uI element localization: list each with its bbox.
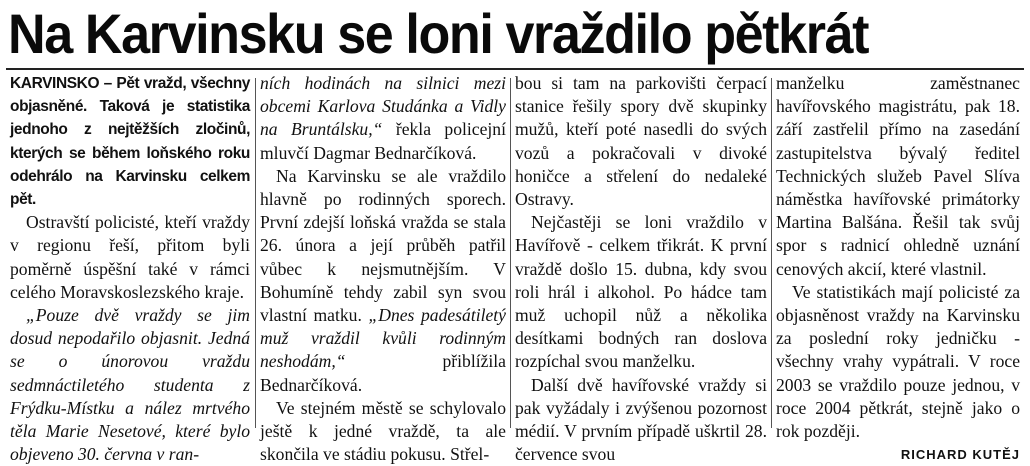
column-divider <box>771 78 772 428</box>
body-text: Na Karvinsku se ale vraždilo hlavně po rodinných sporech. První zdejší loňská vražda se stala 26. února a její průběh patřil vůbec k nejsmutnějším. V Bohumíně tehdy zabil syn svou vlastní matku. <box>260 165 506 326</box>
quote-text: „Dnes padesátiletý muž vraždil kvůli rodinným neshodám,“ <box>260 305 506 372</box>
quote-paragraph: „Pouze dvě vraždy se jim dosud nepodařilo objasnit. Jedná se o únorovou vraždu sedmnáctiletého studenta z Frýdku-Místku a nález mrtvého těla Marie Nesetové, které bylo objeveno 30. června v ran- <box>10 305 250 465</box>
body-text: přiblížila Bednarčíková. <box>260 351 506 395</box>
article-column-2 <box>260 72 506 465</box>
headline-rule <box>6 68 1024 70</box>
body-paragraph: Ve statistikách mají policisté za objasněnost vraždy na Karvinsku za poslední roky jedničku - všechny vrahy vypátrali. V roce 2003 se vraždilo pouze jednou, v roce 2004 pětkrát, stejně jako o rok později. <box>776 281 1020 442</box>
body-paragraph: Ostravští policisté, kteří vraždy v regionu řeší, přitom byli poměrně úspěšní také v rámci celého Moravskoslezského kraje. <box>10 212 250 302</box>
body-paragraph: Ve stejném městě se schylovalo ještě k jedné vraždě, ta ale skončila ve stádiu pokusu. Střel- <box>260 397 506 465</box>
body-paragraph <box>260 72 506 165</box>
article-column-4 <box>776 72 1020 463</box>
lead-paragraph: KARVINSKO – Pět vražd, všechny objasněné. Taková je statistika jednoho z nejtěžších zločinů, kterých se během loňského roku odehrálo na Karvinsku celkem pět. <box>10 75 250 209</box>
column-divider <box>255 78 256 428</box>
body-paragraph <box>260 165 506 397</box>
article-column-1 <box>10 72 250 465</box>
quote-text: ních hodinách na silnici mezi obcemi Karlova Studánka a Vidly na Bruntálsku,“ <box>260 73 506 140</box>
body-paragraph: manželku zaměstnanec havířovského magistrátu, pak 18. září zastřelil přímo na zasedání zastupitelstva bývalý ředitel Technických služeb Pavel Slíva náměstka havířovské primátorky Martina Balšána. Řešil tak svůj spor s radnicí ohledně uznání cenových akcií, které vlastnil. <box>776 73 1020 279</box>
headline: Na Karvinsku se loni vraždilo pětkrát <box>8 2 869 65</box>
body-paragraph: Další dvě havířovské vraždy si pak vyžádaly i zvýšenou pozornost médií. V prvním případě uškrtil 28. července svou <box>515 374 767 465</box>
article-column-3 <box>515 72 767 465</box>
body-text: řekla policejní mluvčí Dagmar Bednarčíková. <box>260 119 506 163</box>
byline: RICHARD KUTĚJ <box>900 447 1020 463</box>
body-paragraph: bou si tam na parkovišti čerpací stanice řešily spory dvě skupinky mužů, kteří poté nasedli do svých vozů a pokračovali v divoké honičce a střelení do nedaleké Ostravy. <box>515 73 767 210</box>
column-divider <box>510 78 511 428</box>
body-paragraph: Nejčastěji se loni vraždilo v Havířově - celkem třikrát. K první vraždě došlo 15. dubna, kdy svou roli hrál i alkohol. Po hádce tam muž uchopil nůž a několika desítkami bodných ran doslova rozpíchal svou manželku. <box>515 212 767 372</box>
